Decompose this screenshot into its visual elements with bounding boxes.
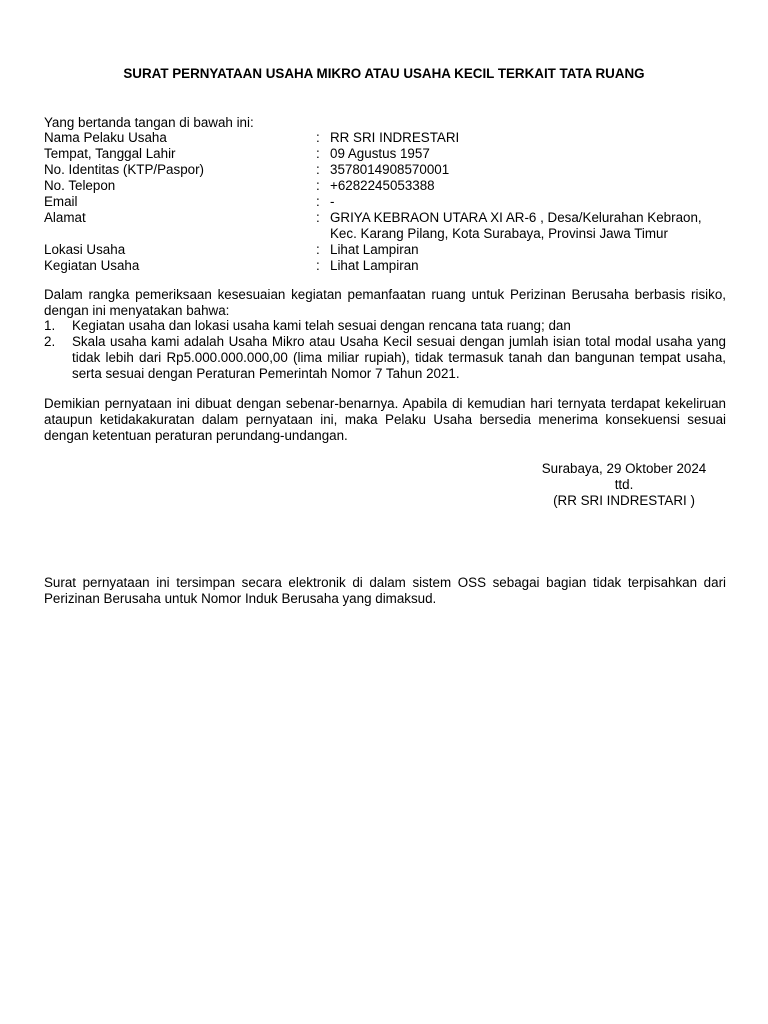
signature-name: (RR SRI INDRESTARI ) (553, 493, 695, 508)
field-value: GRIYA KEBRAON UTARA XI AR-6 , Desa/Kelurahan Kebraon, Kec. Karang Pilang, Kota Surabaya, Provinsi Jawa Timur (330, 210, 702, 241)
statement-list (44, 318, 726, 382)
field-label: Nama Pelaku Usaha (44, 130, 167, 145)
intro-text: Yang bertanda tangan di bawah ini: (44, 115, 254, 130)
field-separator: : (316, 162, 320, 177)
field-value: 3578014908570001 (330, 162, 450, 177)
field-row-telepon (44, 178, 734, 194)
list-text: Kegiatan usaha dan lokasi usaha kami telah sesuai dengan rencana tata ruang; dan (72, 318, 571, 333)
signature-mark: ttd. (614, 477, 634, 492)
field-label: Alamat (44, 210, 86, 225)
field-separator: : (316, 258, 320, 273)
field-label: Kegiatan Usaha (44, 258, 140, 273)
list-item (44, 318, 726, 334)
field-row-kegiatan (44, 258, 734, 274)
field-separator: : (316, 178, 320, 193)
statement-intro-paragraph: Dalam rangka pemeriksaan kesesuaian kegiatan pemanfaatan ruang untuk Perizinan Berusaha berbasis risiko, dengan ini menyatakan bahwa: (44, 287, 726, 318)
field-label: Lokasi Usaha (44, 242, 126, 257)
field-separator: : (316, 194, 320, 209)
footer-note: Surat pernyataan ini tersimpan secara elektronik di dalam sistem OSS sebagai bagian tidak terpisahkan dari Perizinan Berusaha untuk Nomor Induk Berusaha yang dimaksud. (44, 575, 726, 606)
field-label: No. Telepon (44, 178, 116, 193)
field-separator: : (316, 146, 320, 161)
field-row-nama (44, 130, 734, 146)
field-separator: : (316, 242, 320, 257)
field-value: Lihat Lampiran (330, 242, 419, 257)
field-row-ttl (44, 146, 734, 162)
field-row-lokasi (44, 242, 734, 258)
field-value: - (330, 194, 335, 209)
list-number: 1. (44, 318, 56, 333)
field-row-identitas (44, 162, 734, 178)
field-label: Tempat, Tanggal Lahir (44, 146, 176, 161)
field-value: 09 Agustus 1957 (330, 146, 430, 161)
field-label: Email (44, 194, 78, 209)
list-item (44, 334, 726, 382)
signature-block (524, 461, 724, 509)
document-title: SURAT PERNYATAAN USAHA MIKRO ATAU USAHA KECIL TERKAIT TATA RUANG (123, 66, 645, 81)
closing-paragraph: Demikian pernyataan ini dibuat dengan sebenar-benarnya. Apabila di kemudian hari ternyata terdapat kekeliruan ataupun ketidakakuratan dalam pernyataan ini, maka Pelaku Usaha bersedia menerima konsekuensi sesuai dengan ketentuan peraturan perundang-undangan. (44, 396, 726, 443)
signature-place-date: Surabaya, 29 Oktober 2024 (541, 461, 707, 476)
field-label: No. Identitas (KTP/Paspor) (44, 162, 205, 177)
identity-fields (44, 130, 734, 274)
field-row-email (44, 194, 734, 210)
field-row-alamat (44, 210, 734, 242)
field-value: RR SRI INDRESTARI (330, 130, 460, 145)
list-number: 2. (44, 334, 56, 349)
field-separator: : (316, 130, 320, 145)
field-separator: : (316, 210, 320, 225)
field-value: +6282245053388 (330, 178, 435, 193)
field-value: Lihat Lampiran (330, 258, 419, 273)
list-text: Skala usaha kami adalah Usaha Mikro atau Usaha Kecil sesuai dengan jumlah isian total modal usaha yang tidak lebih dari Rp5.000.000.000,00 (lima miliar rupiah), tidak termasuk tanah dan bangunan tempat usaha, serta sesuai dengan Peraturan Pemerintah Nomor 7 Tahun 2021. (72, 334, 726, 381)
